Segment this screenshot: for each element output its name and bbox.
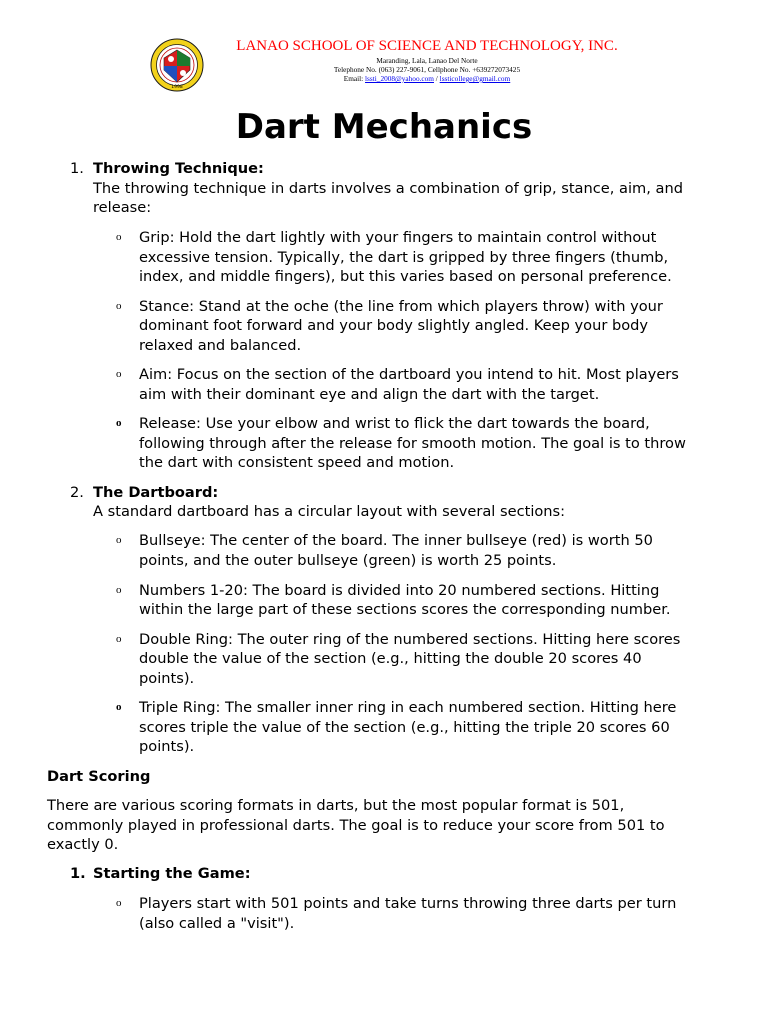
scoring-heading — [47, 767, 150, 787]
section-1-intro-line: The throwing technique in darts involves a combination of grip, stance, aim, and — [93, 180, 683, 197]
list-item-line: following through after the release for smooth motion. The goal is to throw — [139, 435, 686, 452]
list-item-line: relaxed and balanced. — [139, 337, 302, 354]
bullet-icon: o — [116, 897, 122, 909]
list-item-line: Players start with 501 points and take turns throwing three darts per turn — [139, 895, 677, 912]
section-2-heading — [93, 483, 218, 503]
list-item-line: points). — [139, 670, 195, 687]
list-item-line: double the value of the section (e.g., hitting the double 20 scores 40 — [139, 650, 642, 667]
list-item-line: Numbers 1-20: The board is divided into 20 numbered sections. Hitting — [139, 582, 660, 599]
list-item-line: Double Ring: The outer ring of the numbered sections. Hitting here scores — [139, 631, 681, 648]
list-item-line: index, and middle fingers), but this varies based on personal preference. — [139, 268, 672, 285]
email-separator: / — [433, 74, 440, 83]
scoring-paragraph-line: There are various scoring formats in darts, but the most popular format is 501, — [47, 797, 625, 814]
bullet-icon: o — [116, 231, 122, 243]
email-link-gmail[interactable]: lssticollege@gmail.com — [439, 74, 511, 83]
logo-year: 1998 — [171, 85, 183, 90]
list-item-line: Stance: Stand at the oche (the line from which players throw) with your — [139, 298, 663, 315]
list-item-line: Bullseye: The center of the board. The inner bullseye (red) is worth 50 — [139, 532, 653, 549]
list-item-line: Release: Use your elbow and wrist to flick the dart towards the board, — [139, 415, 650, 432]
list-item-line: (also called a "visit"). — [139, 915, 295, 932]
section-2-heading-text: The Dartboard: — [93, 484, 219, 501]
school-phone: Telephone No. (063) 227-9061, Cellphone No. +639272073425 — [333, 65, 521, 74]
page-title: Dart Mechanics — [235, 107, 533, 147]
scoring-paragraph-line: commonly played in professional darts. The goal is to reduce your score from 501 to — [47, 817, 665, 834]
bullet-icon: o — [116, 300, 122, 312]
list-item-line: Grip: Hold the dart lightly with your fingers to maintain control without — [139, 229, 657, 246]
section-3-number-text: 1. — [70, 865, 86, 882]
section-2-intro-line: A standard dartboard has a circular layout with several sections: — [93, 503, 566, 520]
section-3-heading-text: Starting the Game: — [93, 865, 251, 882]
section-3-number — [70, 864, 86, 884]
section-1-number: 1. — [70, 160, 84, 177]
school-email — [212, 74, 642, 83]
bullet-icon: o — [116, 534, 122, 546]
section-1-heading-text: Throwing Technique: — [93, 160, 264, 177]
letterhead — [150, 36, 650, 94]
bullet-icon: o — [116, 417, 122, 429]
section-1-heading — [93, 159, 264, 179]
list-item-line: Aim: Focus on the section of the dartboard you intend to hit. Most players — [139, 366, 679, 383]
email-link-yahoo[interactable]: lssti_2008@yahoo.com — [365, 74, 434, 83]
school-address: Maranding, Lala, Lanao Del Norte — [376, 56, 478, 65]
list-item-line: scores triple the value of the section (e.g., hitting the triple 20 scores 60 — [139, 719, 670, 736]
list-item-line: Triple Ring: The smaller inner ring in each numbered section. Hitting here — [139, 699, 677, 716]
bullet-icon: o — [116, 633, 122, 645]
list-item-line: excessive tension. Typically, the dart is gripped by three fingers (thumb, — [139, 249, 669, 266]
bullet-icon: o — [116, 368, 122, 380]
email-label: Email: — [343, 74, 366, 83]
bullet-icon: o — [116, 584, 122, 596]
scoring-paragraph-line: exactly 0. — [47, 836, 119, 853]
scoring-heading-text: Dart Scoring — [47, 768, 151, 785]
section-1-intro-line: release: — [93, 199, 152, 216]
list-item-line: dominant foot forward and your body slightly angled. Keep your body — [139, 317, 649, 334]
section-3-heading — [93, 864, 251, 884]
section-2-number: 2. — [70, 484, 84, 501]
list-item-line: points, and the outer bullseye (green) is worth 25 points. — [139, 552, 557, 569]
bullet-icon: o — [116, 701, 122, 713]
list-item-line: within the large part of these sections scores the corresponding number. — [139, 601, 671, 618]
school-logo-icon — [150, 38, 204, 92]
list-item-line: the dart with consistent speed and motion. — [139, 454, 455, 471]
list-item-line: points). — [139, 738, 195, 755]
list-item-line: aim with their dominant eye and align the dart with the target. — [139, 386, 600, 403]
school-name: LANAO SCHOOL OF SCIENCE AND TECHNOLOGY, INC. — [236, 38, 618, 54]
